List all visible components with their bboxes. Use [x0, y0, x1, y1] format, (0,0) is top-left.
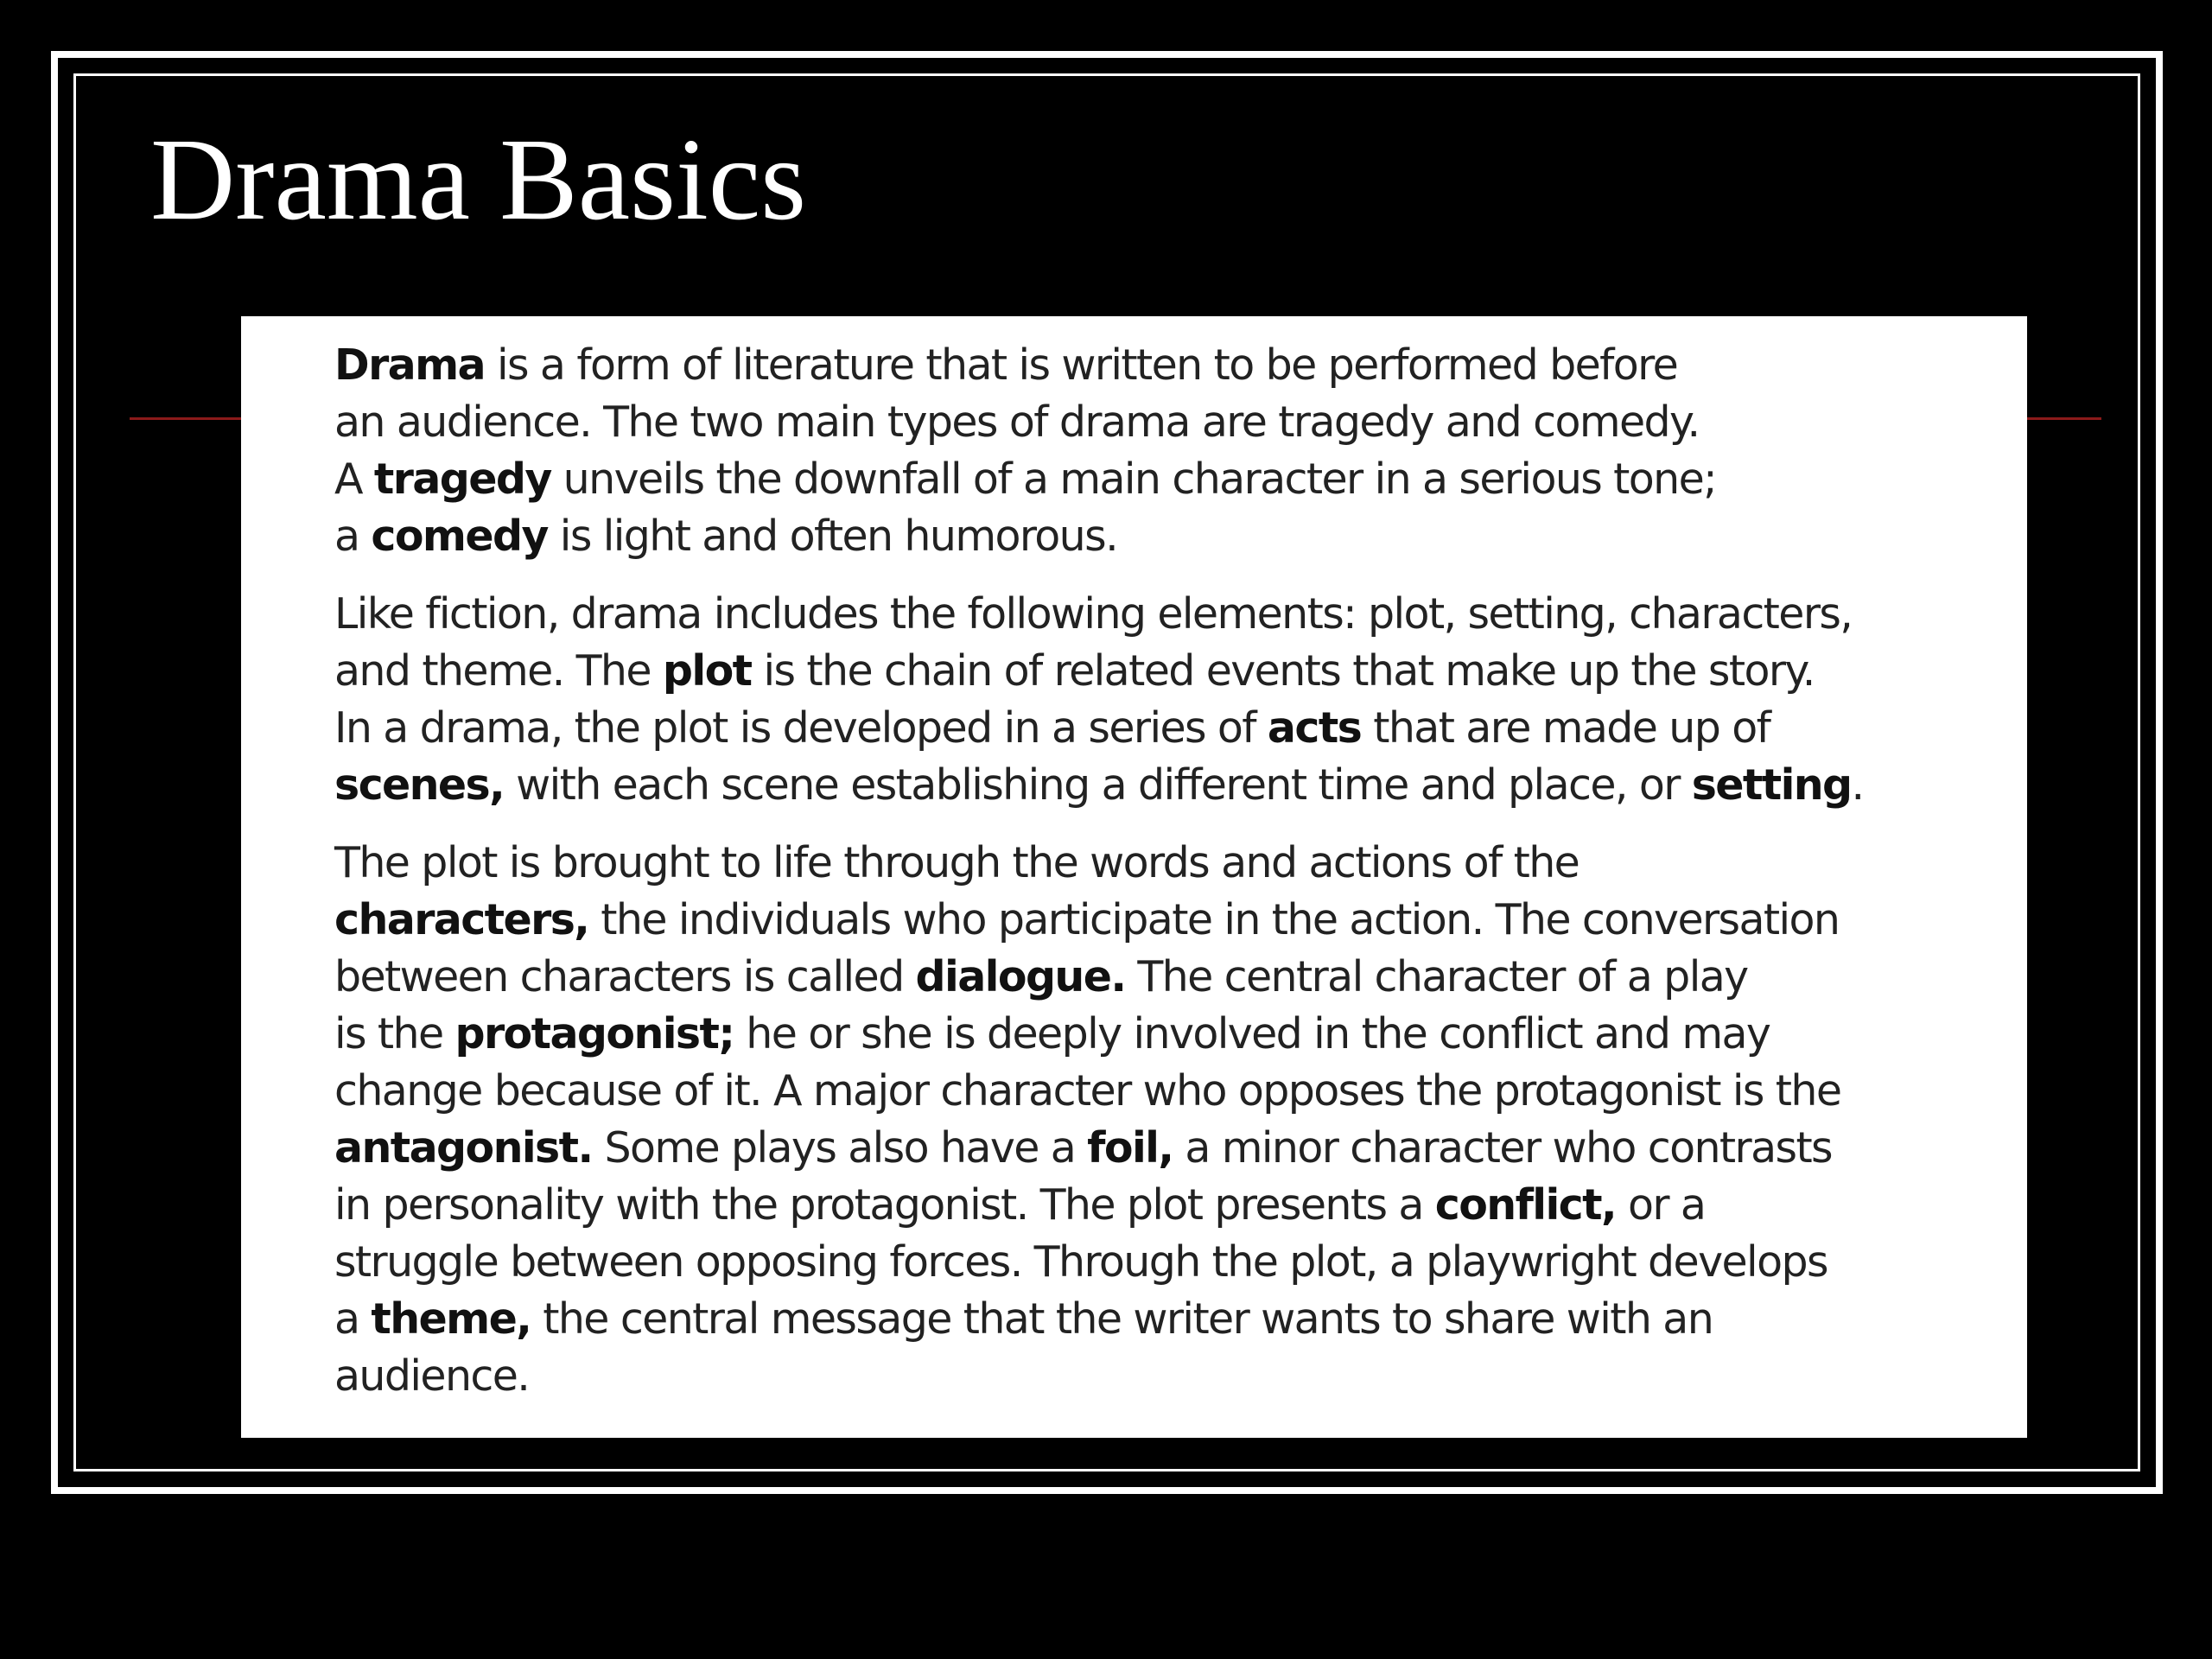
bold-term: setting: [1691, 760, 1852, 810]
text-line: audience.: [334, 1351, 530, 1401]
bold-term: theme,: [371, 1294, 531, 1344]
text-line: characters, the individuals who participate in the action. The conversation: [334, 895, 1840, 944]
text-line: Drama is a form of literature that is written to be performed before: [334, 340, 1678, 390]
bold-term: characters,: [334, 895, 589, 944]
text-line: change because of it. A major character who opposes the protagonist is the: [334, 1066, 1841, 1116]
bold-term: tragedy: [373, 454, 551, 504]
text-line: In a drama, the plot is developed in a series of acts that are made up of: [334, 703, 1770, 753]
text-line: an audience. The two main types of drama are tragedy and comedy.: [334, 397, 1700, 447]
bold-term: dialogue.: [915, 952, 1126, 1001]
slide-title: Drama Basics: [150, 115, 807, 245]
bold-term: acts: [1267, 703, 1362, 753]
text-line: Like fiction, drama includes the following elements: plot, setting, characters,: [334, 589, 1853, 639]
text-line: a comedy is light and often humorous.: [334, 512, 1118, 561]
text-line: struggle between opposing forces. Through the plot, a playwright develops: [334, 1237, 1827, 1287]
title-underline-right: [2022, 417, 2101, 420]
text-line: is the protagonist; he or she is deeply involved in the conflict and may: [334, 1009, 1770, 1058]
paragraph-3: [334, 835, 1975, 1405]
bold-term: antagonist.: [334, 1123, 593, 1173]
bold-term: Drama: [334, 340, 486, 390]
title-underline-left: [130, 417, 242, 420]
text-line: between characters is called dialogue. The central character of a play: [334, 952, 1748, 1001]
bold-term: protagonist;: [454, 1009, 734, 1058]
bold-term: comedy: [371, 512, 548, 561]
text-line: The plot is brought to life through the words and actions of the: [334, 838, 1580, 887]
bold-term: conflict,: [1434, 1180, 1616, 1230]
text-line: in personality with the protagonist. The plot presents a conflict, or a: [334, 1180, 1706, 1230]
paragraph-1: [334, 337, 1975, 565]
text-line: and theme. The plot is the chain of related events that make up the story.: [334, 646, 1815, 696]
text-line: a theme, the central message that the writer wants to share with an: [334, 1294, 1713, 1344]
text-line: A tragedy unveils the downfall of a main character in a serious tone;: [334, 454, 1717, 504]
text-line: scenes, with each scene establishing a different time and place, or setting.: [334, 760, 1864, 810]
bold-term: plot: [662, 646, 752, 696]
content-panel: [241, 316, 2027, 1438]
bold-term: scenes,: [334, 760, 505, 810]
text-line: antagonist. Some plays also have a foil, a minor character who contrasts: [334, 1123, 1832, 1173]
paragraph-2: [334, 586, 1975, 814]
bold-term: foil,: [1087, 1123, 1173, 1173]
